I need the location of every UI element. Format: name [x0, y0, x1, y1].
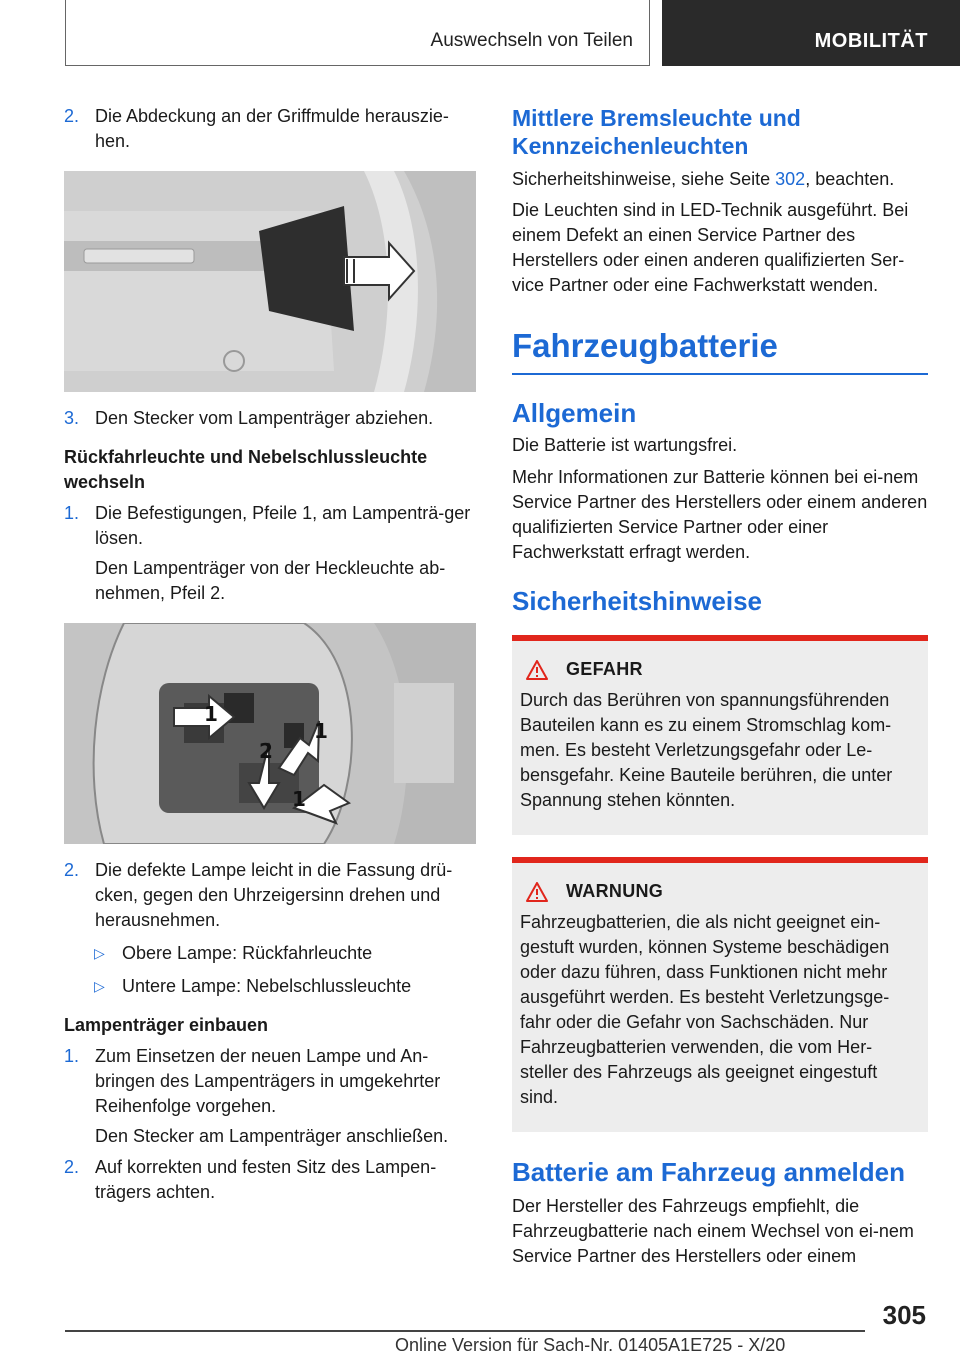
bullet-lower-lamp: [64, 974, 476, 999]
safety-reference: [512, 167, 928, 192]
step-release-fasteners: [64, 501, 476, 606]
step-remove-cover: [64, 104, 476, 154]
step-text: Den Stecker vom Lampenträger abziehen.: [95, 408, 434, 428]
danger-box: [512, 635, 928, 835]
figure-label: 1: [314, 719, 328, 743]
header-section-box: [65, 0, 650, 66]
step-number: 1.: [64, 503, 80, 523]
section-battery: [512, 326, 928, 375]
danger-label: GEFAHR: [566, 659, 643, 679]
step-unplug: [64, 406, 476, 431]
warning-text: Fahrzeugbatterien, die als nicht geeignet ein-gestuft wurden, können Systeme beschädigen oder dazu führen, dass Funktionen nicht mehr ausgeführt werden. Es besteht Verletzungsge-fahr oder die Gefahr von Sachschäden. Nur Fahrzeugbatterien verwenden, die vom Her-steller des Fahrzeugs als geeignet eingestuft sind.: [520, 912, 890, 1107]
footer-rule: [65, 1330, 865, 1332]
warning-box: [512, 857, 928, 1132]
step-extra-text: Den Stecker am Lampenträger anschließen.: [95, 1126, 449, 1146]
step-number: 3.: [64, 408, 80, 428]
heading-install-carrier: Lampenträger einbauen: [64, 1015, 269, 1035]
bullet-text: Untere Lampe: Nebelschlussleuchte: [122, 976, 412, 996]
right-column: [512, 104, 928, 1269]
step-text: Die Abdeckung an der Griffmulde herauszie-hen.: [95, 106, 449, 151]
warning-title: [526, 881, 920, 902]
heading-general: Allgemein: [512, 398, 637, 428]
header-chapter-tab: [662, 0, 960, 66]
figure-tailgate-cover: [64, 171, 476, 392]
register-text: Der Hersteller des Fahrzeugs empfiehlt, die Fahrzeugbatterie nach einem Wechsel von ei-nem Service Partner des Herstellers oder einem: [512, 1196, 914, 1266]
figure-label: 2: [259, 739, 273, 763]
page-302-link[interactable]: 302: [775, 169, 806, 189]
header-chapter-label: MOBILITÄT: [814, 30, 928, 52]
left-column: [64, 104, 476, 1205]
step-number: 1.: [64, 1046, 80, 1066]
warning-triangle-icon: [526, 660, 548, 680]
figure-lamp-carrier: [64, 623, 476, 844]
step-number: 2.: [64, 860, 80, 880]
figure-label: 1: [292, 787, 306, 811]
step-text: Die Befestigungen, Pfeile 1, am Lampenträ-ger lösen.: [95, 503, 471, 548]
safety-reference-text: Sicherheitshinweise, siehe Seite: [512, 169, 776, 189]
heading-safety-notes: Sicherheitshinweise: [512, 586, 762, 616]
triangle-bullet-icon: ▷: [94, 978, 105, 994]
general-text-2: Mehr Informationen zur Batterie können bei ei-nem Service Partner des Herstellers oder einem anderen qualifizierten Service Partner oder einer Fachwerkstatt erfragt werden.: [512, 467, 928, 562]
step-extra-text: Den Lampenträger von der Heckleuchte ab-nehmen, Pfeil 2.: [95, 558, 446, 603]
page-number: 305: [882, 1300, 926, 1330]
warning-triangle-icon: [526, 882, 548, 902]
header-section-title: Auswechseln von Teilen: [430, 30, 633, 51]
heading-reverse-fog: Rückfahrleuchte und Nebelschlussleuchte wechseln: [64, 447, 428, 492]
danger-text: Durch das Berühren von spannungsführenden Bauteilen kann es zu einem Stromschlag kom-men. Es besteht Verletzungsgefahr oder Le-bensgefahr. Keine Bauteile berühren, die unter Spannung stehen könnten.: [520, 690, 893, 810]
heading-rule: [512, 373, 928, 375]
heading-vehicle-battery: Fahrzeugbatterie: [512, 327, 778, 364]
heading-register-battery: Batterie am Fahrzeug anmelden: [512, 1157, 905, 1187]
safety-reference-suffix: , beachten.: [805, 169, 895, 189]
step-remove-lamp: [64, 858, 476, 933]
step-check-seat: [64, 1155, 476, 1205]
step-text: Die defekte Lampe leicht in die Fassung drü-cken, gegen den Uhrzeigersinn drehen und herausnehmen.: [95, 860, 453, 930]
footer-online-version: Online Version für Sach-Nr. 01405A1E725 - X/20: [395, 1335, 786, 1355]
step-number: 2.: [64, 106, 80, 126]
bullet-upper-lamp: [64, 941, 476, 966]
led-info-text: Die Leuchten sind in LED-Technik ausgeführt. Bei einem Defekt an einen Service Partner des Herstellers oder einen anderen qualifizierten Ser-vice Partner oder eine Fachwerkstatt wenden.: [512, 200, 909, 295]
bullet-text: Obere Lampe: Rückfahrleuchte: [122, 943, 373, 963]
triangle-bullet-icon: ▷: [94, 945, 105, 961]
step-text: Auf korrekten und festen Sitz des Lampen-trägers achten.: [95, 1157, 437, 1202]
general-text-1: Die Batterie ist wartungsfrei.: [512, 435, 738, 455]
figure-label: 1: [204, 702, 218, 726]
warning-label: WARNUNG: [566, 881, 664, 901]
step-reinstall: [64, 1044, 476, 1149]
heading-brake-plate-lights: Mittlere Bremsleuchte und Kennzeichenleuchten: [512, 105, 801, 159]
step-text: Zum Einsetzen der neuen Lampe und An-bringen des Lampenträgers in umgekehrter Reihenfolge vorgehen.: [95, 1046, 441, 1116]
danger-title: [526, 659, 920, 680]
step-number: 2.: [64, 1157, 80, 1177]
